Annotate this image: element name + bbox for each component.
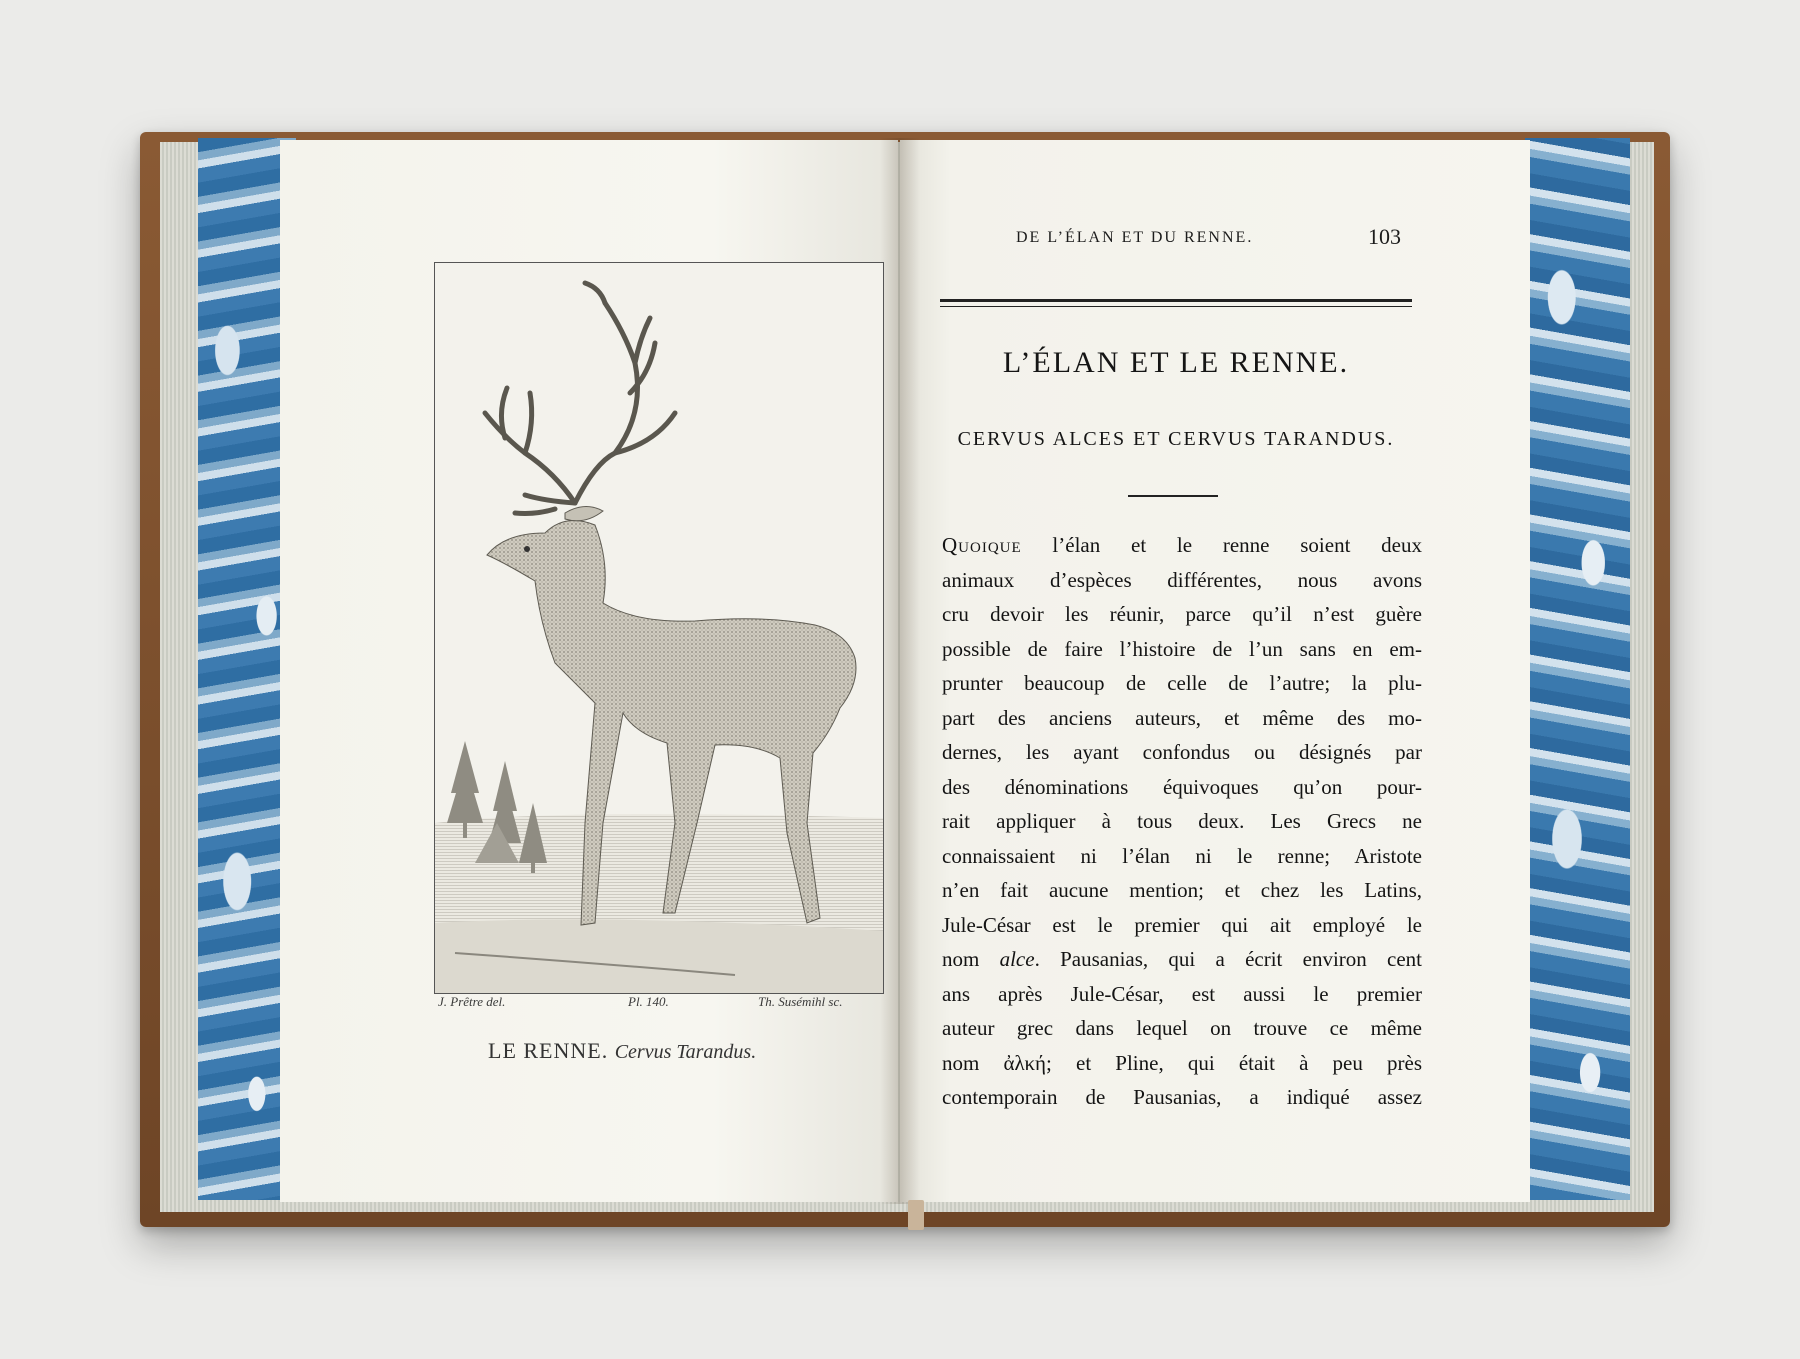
text-line: nom ἀλκή; et Pline, qui était à peu près (942, 1050, 1422, 1075)
header-rule-thin (940, 306, 1412, 307)
text-line: contemporain de Pausanias, a indiqué assez (942, 1085, 1422, 1109)
caption-name: LE RENNE. (488, 1038, 609, 1063)
text-line: dernes, les ayant confondus ou désignés par (942, 740, 1422, 764)
text-line: connaissaient ni l’élan ni le renne; Aristote (942, 843, 1422, 868)
plate-credit-engraver: Th. Susémihl sc. (758, 994, 843, 1009)
text-line: rait appliquer à tous deux. Les Grecs ne (942, 809, 1422, 833)
ornament-rule (1128, 495, 1218, 497)
text-line-start: nom (942, 947, 1000, 971)
opening-word: Quoique (942, 533, 1022, 557)
text-line: cru devoir les réunir, parce qu’il n’est guère (942, 602, 1422, 626)
caption-latin: Cervus Tarandus. (614, 1041, 757, 1063)
chapter-subtitle: CERVUS ALCES ET CERVUS TARANDUS. (957, 428, 1395, 450)
plate-caption (488, 1038, 848, 1064)
text-line: des dénominations équivoques qu’on pour- (942, 774, 1422, 799)
text-line: auteur grec dans lequel on trouve ce même (942, 1016, 1422, 1040)
text-line-end: . Pausanias, qui a écrit environ cent (1034, 947, 1422, 971)
page-number: 103 (1368, 224, 1401, 249)
plate-number: Pl. 140. (628, 994, 669, 1009)
header-rule (940, 299, 1412, 302)
reindeer-engraving (434, 262, 884, 994)
text-line: animaux d’espèces différentes, nous avons (942, 567, 1422, 592)
text-line: Jule-César est le premier qui ait employé le (942, 912, 1422, 937)
latin-word-alce: alce (999, 947, 1035, 971)
bookmark-ribbon (908, 1200, 924, 1230)
body-text (942, 528, 1422, 1115)
text-line: ans après Jule-César, est aussi le premier (942, 981, 1422, 1006)
text-line: part des anciens auteurs, et même des mo- (942, 705, 1422, 730)
text-line: n’en fait aucune mention; et chez les Latins, (942, 878, 1422, 902)
text-line: possible de faire l’histoire de l’un sans en em- (942, 636, 1422, 661)
text-line: prunter beaucoup de celle de l’autre; la plu- (942, 671, 1422, 695)
marbled-edge-right (1525, 138, 1630, 1200)
text-line (942, 942, 1422, 977)
running-head: DE L’ÉLAN ET DU RENNE. (1016, 229, 1254, 246)
text-line-rest: l’élan et le renne soient deux (1021, 533, 1422, 557)
plate-credit-drawer: J. Prêtre del. (438, 994, 506, 1009)
text-line (942, 528, 1422, 563)
chapter-title: L’ÉLAN ET LE RENNE. (1002, 346, 1350, 379)
